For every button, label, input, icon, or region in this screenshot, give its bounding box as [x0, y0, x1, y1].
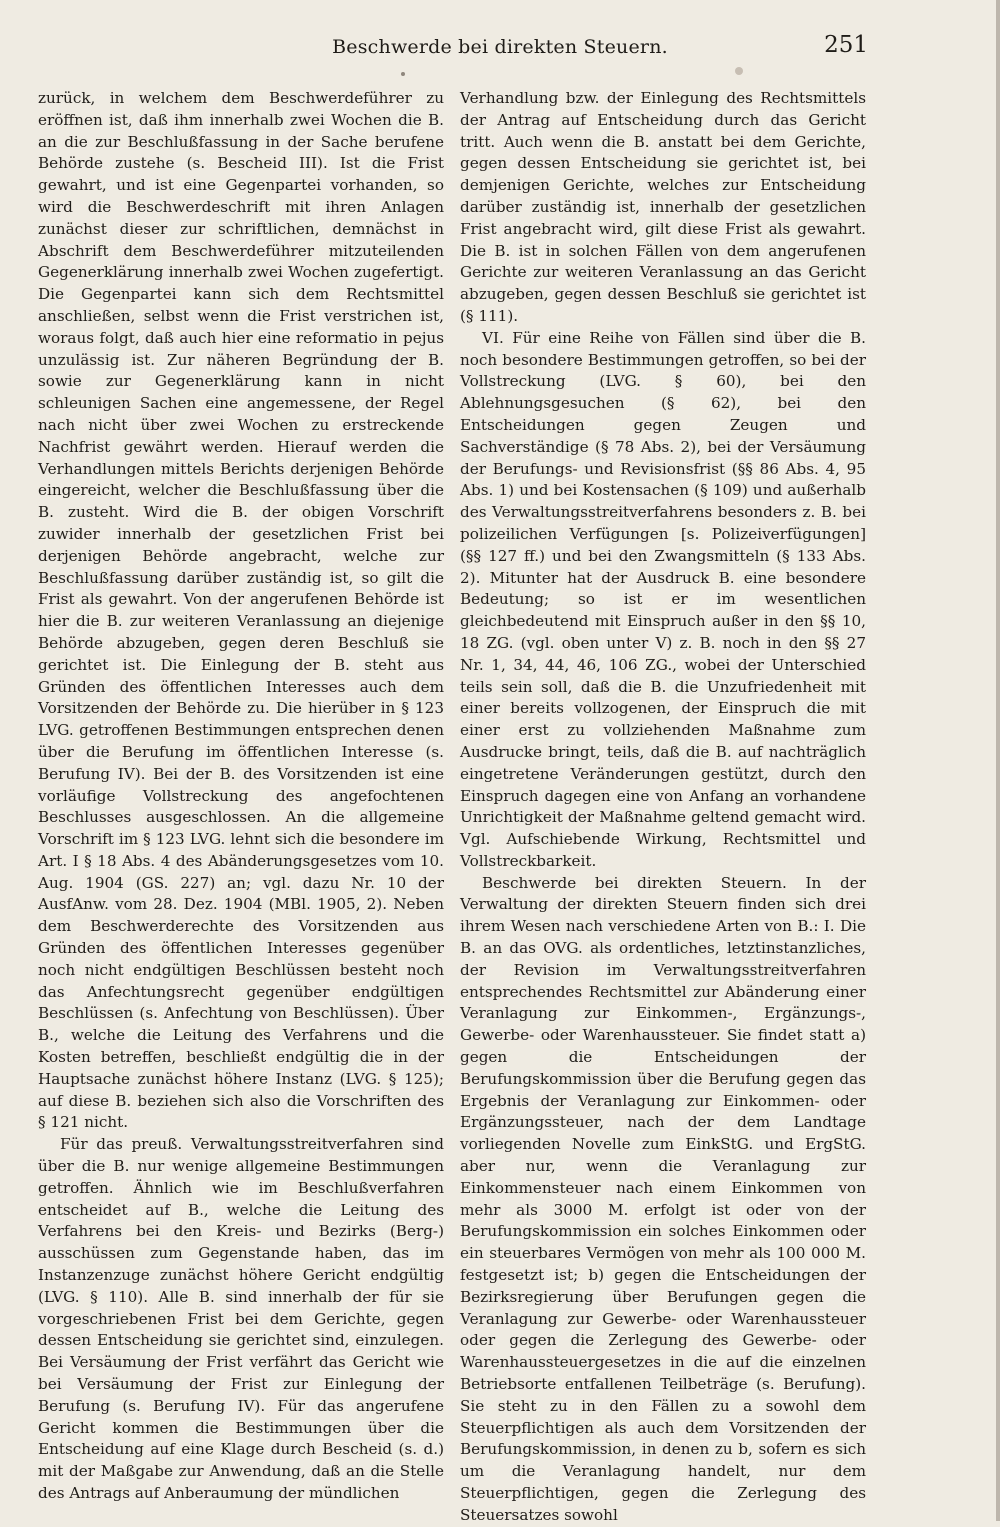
two-column-text — [38, 88, 866, 1524]
page-edge — [996, 0, 1000, 1521]
right-paragraph-3: Beschwerde bei direkten Steuern. In der Verwaltung der direkten Steuern finden sich drei ihrem Wesen nach verschiedene Arten von B.: I. Die B. an das OVG. als ordentliches, letztinstanzliches, der Revision im Verwaltungsstreitverfahren entsprechendes Rechtsmittel zur Abänderung einer Veranlagung zur Einkommen-, Ergänzungs-, Gewerbe- oder Warenhaussteuer. Sie findet statt a) gegen die Entscheidungen der Berufungskommission über die Berufung gegen das Ergebnis der Veranlagung zur Einkommen- oder Ergänzungssteuer, nach der dem Landtage vorliegenden Novelle zum EinkStG. und ErgStG. aber nur, wenn die Veranlagung zur Einkommensteuer nach einem Einkommen von mehr als 3000 M. erfolgt ist oder von der Berufungskommission ein solches Einkommen oder ein steuerbares Vermögen von mehr als 100 000 M. festgesetzt ist; b) gegen die Entscheidungen der Bezirksregierung über Berufungen gegen die Veranlagung zur Gewerbe- oder Warenhaussteuer oder gegen die Zerlegung des Gewerbe- oder Warenhaussteuergesetzes in die auf die einzelnen Betriebsorte entfallenen Teilbeträge (s. Berufung). Sie steht zu in den Fällen zu a sowohl dem Steuerpflichtigen als auch dem Vorsitzenden der Berufungskommission, in denen zu b, sofern es sich um die Veranlagung handelt, nur dem Steuerpflichtigen, gegen die Zerlegung des Steuersatzes sowohl — [460, 873, 866, 1524]
right-paragraph-2: VI. Für eine Reihe von Fällen sind über die B. noch besondere Bestimmungen getroffen, so bei der Vollstreckung (LVG. § 60), bei den Ablehnungsgesuchen (§ 62), bei den Entscheidungen gegen Zeugen und Sachverständige (§ 78 Abs. 2), bei der Versäumung der Berufungs- und Revisionsfrist (§§ 86 Abs. 4, 95 Abs. 1) und bei Kostensachen (§ 109) und außerhalb des Verwaltungsstreitverfahrens besonders z. B. bei polizeilichen Verfügungen [s. Polizeiverfügungen] (§§ 127 ff.) und bei den Zwangsmitteln (§ 133 Abs. 2). Mitunter hat der Ausdruck B. eine besondere Bedeutung; so ist er im wesentlichen gleichbedeutend mit Einspruch außer in den §§ 10, 18 ZG. (vgl. oben unter V) z. B. noch in den §§ 27 Nr. 1, 34, 44, 46, 106 ZG., wobei der Unterschied teils sein soll, daß die B. die Unzufriedenheit mit einer bereits vollzogenen, der Einspruch die mit einer erst zu vollziehenden Maßnahme zum Ausdrucke bringt, teils, daß die B. auf nachträglich eingetretene Veränderungen gestützt, durch den Einspruch dagegen eine von Anfang an vorhandene Unrichtigkeit der Maßnahme geltend gemacht wird. Vgl. Aufschiebende Wirkung, Rechtsmittel und Vollstreckbarkeit. — [460, 328, 866, 870]
left-text-column — [38, 88, 444, 1502]
paper-spot — [735, 67, 743, 75]
page-number: 251 — [824, 32, 868, 58]
right-paragraph-1: Verhandlung bzw. der Einlegung des Rechtsmittels der Antrag auf Entscheidung durch das Gericht tritt. Auch wenn die B. anstatt bei dem Gerichte, gegen dessen Entscheidung sie gerichtet ist, bei demjenigen Gerichte, welches zur Entscheidung darüber zuständig ist, innerhalb der gesetzlichen Frist angebracht wird, gilt diese Frist als gewahrt. Die B. ist in solchen Fällen von dem angerufenen Gerichte zur weiteren Veranlassung an das Gericht abzugeben, gegen dessen Beschluß sie gerichtet ist (§ 111). — [460, 89, 866, 325]
print-mark-dot — [401, 72, 405, 76]
right-text-column — [460, 88, 866, 1524]
running-title: Beschwerde bei direkten Steuern. — [332, 36, 668, 58]
left-paragraph-1: zurück, in welchem dem Beschwerdeführer zu eröffnen ist, daß ihm innerhalb zwei Wochen die B. an die zur Beschlußfassung in der Sache berufene Behörde zustehe (s. Bescheid III). Ist die Frist gewahrt, und ist eine Gegenpartei vorhanden, so wird die Beschwerdeschrift mit ihren Anlagen zunächst dieser zur schriftlichen, demnächst in Abschrift dem Beschwerdeführer mitzuteilenden Gegenerklärung innerhalb zwei Wochen zugefertigt. Die Gegenpartei kann sich dem Rechtsmittel anschließen, selbst wenn die Frist verstrichen ist, woraus folgt, daß auch hier eine reformatio in pejus unzulässig ist. Zur näheren Begründung der B. sowie zur Gegenerklärung kann in nicht schleunigen Sachen eine angemessene, der Regel nach nicht über zwei Wochen zu erstreckende Nachfrist gewährt werden. Hierauf werden die Verhandlungen mittels Berichts derjenigen Behörde eingereicht, welcher die Beschlußfassung über die B. zusteht. Wird die B. der obigen Vorschrift zuwider innerhalb der gesetzlichen Frist bei derjenigen Behörde angebracht, welche zur Beschlußfassung darüber zuständig ist, so gilt die Frist als gewahrt. Von der angerufenen Behörde ist hier die B. zur weiteren Veranlassung an diejenige Behörde abzugeben, gegen deren Beschluß sie gerichtet ist. Die Einlegung der B. steht aus Gründen des öffentlichen Interesses auch dem Vorsitzenden der Behörde zu. Die hierüber in § 123 LVG. getroffenen Bestimmungen entsprechen denen über die Berufung im öffentlichen Interesse (s. Berufung IV). Bei der B. des Vorsitzenden ist eine vorläufige Vollstreckung des angefochtenen Beschlusses ausgeschlossen. An die allgemeine Vorschrift im § 123 LVG. lehnt sich die besondere im Art. I § 18 Abs. 4 des Abänderungsgesetzes vom 10. Aug. 1904 (GS. 227) an; vgl. dazu Nr. 10 der AusfAnw. vom 28. Dez. 1904 (MBl. 1905, 2). Neben dem Beschwerderechte des Vorsitzenden aus Gründen des öffentlichen Interesses gegenüber noch nicht endgültigen Beschlüssen besteht noch das Anfechtungsrecht gegenüber endgültigen Beschlüssen (s. Anfechtung von Beschlüssen). Über B., welche die Leitung des Verfahrens und die Kosten betreffen, beschließt endgültig die in der Hauptsache zunächst höhere Instanz (LVG. § 125); auf diese B. beziehen sich also die Vorschriften des § 121 nicht. — [38, 89, 444, 1132]
page-header — [0, 28, 1000, 62]
left-paragraph-2: Für das preuß. Verwaltungsstreitverfahren sind über die B. nur wenige allgemeine Bestimmungen getroffen. Ähnlich wie im Beschlußverfahren entscheidet auf B., welche die Leitung des Verfahrens bei den Kreis- und Bezirks (Berg-) ausschüssen zum Gegenstande haben, das im Instanzenzuge zunächst höhere Gericht endgültig (LVG. § 110). Alle B. sind innerhalb der für sie vorgeschriebenen Frist bei dem Gerichte, gegen dessen Entscheidung sie gerichtet sind, einzulegen. Bei Versäumung der Frist verfährt das Gericht wie bei Versäumung der Frist zur Einlegung der Berufung (s. Berufung IV). Für das angerufene Gericht kommen die Bestimmungen über die Entscheidung auf eine Klage durch Bescheid (s. d.) mit der Maßgabe zur Anwendung, daß an die Stelle des Antrags auf Anberaumung der mündlichen — [38, 1135, 444, 1502]
